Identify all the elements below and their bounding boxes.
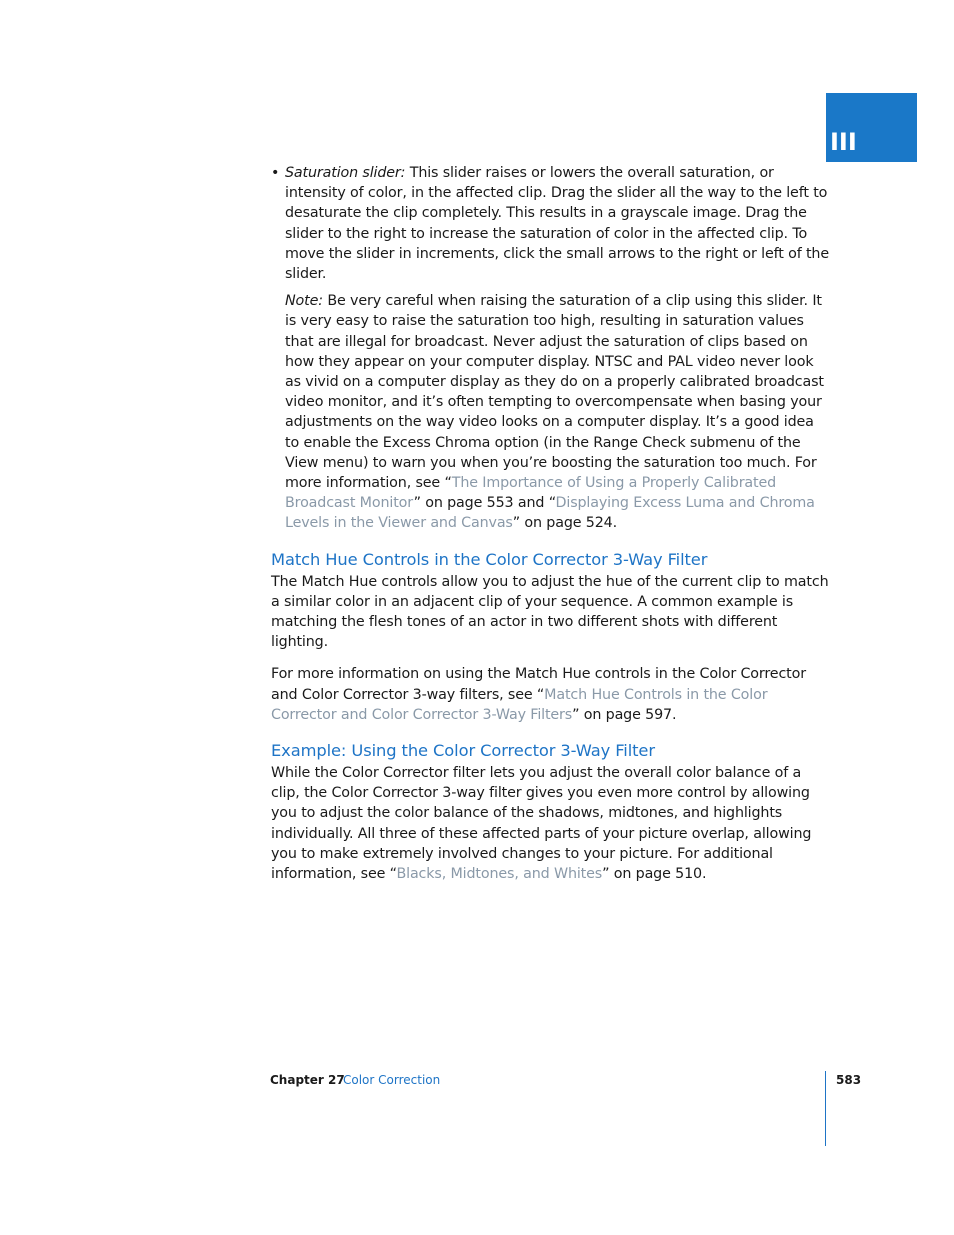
note-end: ” on page 524. — [512, 515, 618, 532]
note-body: Be very careful when raising the saturation of a clip using this slider. It is very easy to raise the saturation too high, resulting in saturation values that are illegal for broadcast. Never adjust the saturation of clips based on how they appear on your computer display. NTSC and PAL video never look as vivid on a computer display as they do on a properly calibrated broadcast video monitor, and it’s often tempting to overcompensate when basing your adjustments on the way video looks on a computer display. It’s a good idea to enable the Excess Chroma option (in the Range Check submenu of the View menu) to warn you when you’re boosting the saturation too much. For more information, see “ — [285, 293, 824, 492]
example-para — [271, 763, 831, 884]
page-content — [271, 163, 831, 884]
footer-page-number: 583 — [836, 1073, 862, 1087]
match-hue-para-2 — [271, 664, 831, 725]
link-excess-luma-chroma[interactable]: Displaying Excess Luma and Chroma Levels in the Viewer and Canvas — [285, 495, 815, 532]
footer-chapter: Chapter 27 — [270, 1073, 345, 1087]
example-para-start: While the Color Corrector filter lets you adjust the overall color balance of a clip, the Color Corrector 3-way filter gives you even more control by allowing you to adjust the color balance of the shadows, midtones, and highlights individually. All three of these affected parts of your picture overlap, allowing you to make extremely involved changes to your picture. For additional information, see “ — [271, 765, 812, 883]
bullet-saturation-slider — [271, 163, 831, 284]
match-hue-para-2-start: For more information on using the Match Hue controls in the Color Corrector and Color Corrector 3-way filters, see “ — [271, 666, 806, 703]
footer-chapter-title[interactable]: Color Correction — [343, 1073, 441, 1087]
heading-example-3way: Example: Using the Color Corrector 3-Way Filter — [271, 741, 655, 761]
bullet-term: Saturation slider: — [285, 165, 406, 181]
link-blacks-midtones-whites[interactable]: Blacks, Midtones, and Whites — [396, 866, 603, 883]
bullet-body: This slider raises or lowers the overall saturation, or intensity of color, in the affected clip. Drag the slider all the way to the left to desaturate the clip completely. This results in a grayscale image. Drag the slider to the right to increase the saturation of color in the affected clip. To move the slider in increments, click the small arrows to the right or left of the slider. — [285, 165, 829, 283]
match-hue-para-2-end: ” on page 597. — [572, 706, 677, 723]
match-hue-para-1: The Match Hue controls allow you to adjust the hue of the current clip to match a similar color in an adjacent clip of your sequence. A common example is matching the flesh tones of an actor in two different shots with different lighting. — [271, 573, 829, 651]
note-paragraph — [271, 291, 831, 533]
section-tab — [826, 93, 917, 162]
bullet-mark: • — [271, 165, 280, 181]
footer-divider — [825, 1071, 826, 1146]
example-para-end: ” on page 510. — [602, 866, 707, 883]
heading-match-hue: Match Hue Controls in the Color Corrector 3-Way Filter — [271, 549, 708, 569]
section-tab-label: III — [830, 128, 857, 156]
link-calibrated-monitor[interactable]: The Importance of Using a Properly Calibrated Broadcast Monitor — [285, 475, 777, 512]
link-match-hue-controls[interactable]: Match Hue Controls in the Color Corrector and Color Corrector 3-Way Filters — [271, 686, 768, 723]
note-mid: ” on page 553 and “ — [413, 495, 556, 512]
note-label: Note: — [285, 293, 323, 310]
bullet-text — [285, 163, 831, 284]
